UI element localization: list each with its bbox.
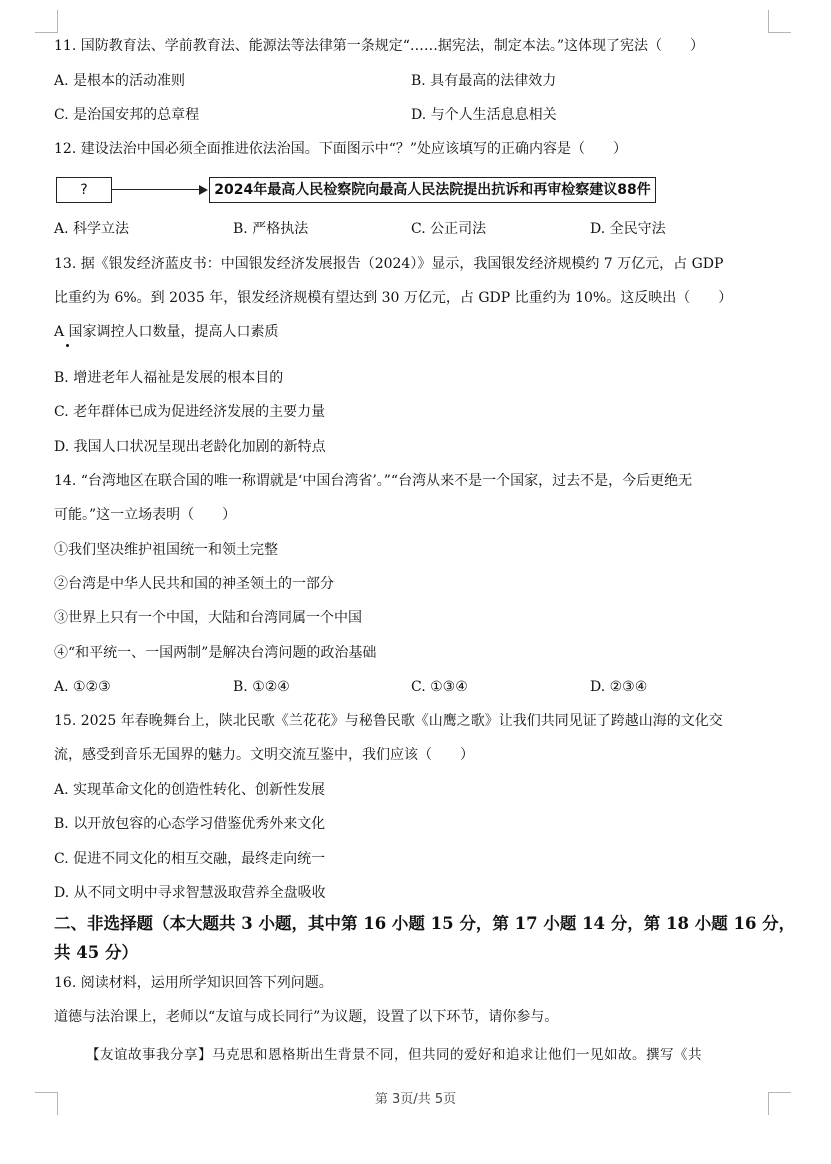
question-12-option-c: C. 公正司法 xyxy=(411,221,487,237)
question-12-option-a: A. 科学立法 xyxy=(54,221,130,237)
crop-mark-top-left xyxy=(35,10,58,33)
question-13-option-a: A 国家调控人口数量，提高人口素质 xyxy=(54,324,279,340)
question-12-option-d: D. 全民守法 xyxy=(590,221,666,237)
question-13-option-b: B. 增进老年人福祉是发展的根本目的 xyxy=(54,370,284,386)
question-11-option-c: C. 是治国安邦的总章程 xyxy=(54,107,200,123)
question-15-option-b: B. 以开放包容的心态学习借鉴优秀外来文化 xyxy=(54,816,326,832)
question-11-stem: 11. 国防教育法、学前教育法、能源法等法律第一条规定“……据宪法，制定本法。”这体现了宪法（ ） xyxy=(54,38,705,54)
question-14-option-c: C. ①③④ xyxy=(411,679,468,695)
question-14-stem-line1: 14. “台湾地区在联合国的唯一称谓就是‘中国台湾省’。”“台湾从来不是一个国家，过去不是，今后更绝无 xyxy=(54,473,693,489)
question-11-option-d: D. 与个人生活息息相关 xyxy=(411,107,557,123)
question-14-statement-1: ①我们坚决维护祖国统一和领土完整 xyxy=(54,542,278,558)
question-12-diagram xyxy=(56,177,656,204)
question-15-stem-line2: 流，感受到音乐无国界的魅力。文明交流互鉴中，我们应该（ ） xyxy=(54,747,474,763)
question-14-statement-2: ②台湾是中华人民共和国的神圣领土的一部分 xyxy=(54,576,334,592)
diagram-fact-box: 2024年最高人民检察院向最高人民法院提出抗诉和再审检察建议88件 xyxy=(209,177,656,203)
question-14-option-d: D. ②③④ xyxy=(590,679,648,695)
section-2-heading-line1: 二、非选择题（本大题共 3 小题，其中第 16 小题 15 分，第 17 小题 14 分，第 18 小题 16 分， xyxy=(54,914,796,933)
question-15-option-a: A. 实现革命文化的创造性转化、创新性发展 xyxy=(54,782,326,798)
question-13-option-c: C. 老年群体已成为促进经济发展的主要力量 xyxy=(54,404,326,420)
question-15-option-c: C. 促进不同文化的相互交融，最终走向统一 xyxy=(54,851,326,867)
question-14-stem-line2: 可能。”这一立场表明（ ） xyxy=(54,507,237,523)
question-16-intro: 道德与法治课上，老师以“友谊与成长同行”为议题，设置了以下环节，请你参与。 xyxy=(54,1009,559,1025)
question-11-option-a: A. 是根本的活动准则 xyxy=(54,73,186,89)
diagram-question-box: ? xyxy=(56,177,112,203)
question-13-option-d: D. 我国人口状况呈现出老龄化加剧的新特点 xyxy=(54,439,326,455)
question-12-stem: 12. 建设法治中国必须全面推进依法治国。下面图示中“？”处应该填写的正确内容是（ ） xyxy=(54,141,628,157)
question-13-stem-line2: 比重约为 6%。到 2035 年，银发经济规模有望达到 30 万亿元，占 GDP 比重约为 10%。这反映出（ ） xyxy=(54,290,733,306)
diagram-arrow-line xyxy=(111,189,201,190)
stray-dot xyxy=(66,344,69,347)
page-number: 第 3页/共 5页 xyxy=(374,1092,457,1107)
question-16-material: 【友谊故事我分享】马克思和恩格斯出生背景不同，但共同的爱好和追求让他们一见如故。撰写《共 xyxy=(86,1047,702,1063)
question-14-statement-4: ④“和平统一、一国两制”是解决台湾问题的政治基础 xyxy=(54,645,377,661)
diagram-arrow-icon xyxy=(199,185,208,195)
question-14-option-a: A. ①②③ xyxy=(54,679,111,695)
question-13-stem-line1: 13. 据《银发经济蓝皮书：中国银发经济发展报告（2024）》显示，我国银发经济规模约 7 万亿元，占 GDP xyxy=(54,256,724,272)
question-16-stem: 16. 阅读材料，运用所学知识回答下列问题。 xyxy=(54,975,333,991)
question-11-option-b: B. 具有最高的法律效力 xyxy=(411,73,557,89)
question-12-option-b: B. 严格执法 xyxy=(233,221,309,237)
question-15-stem-line1: 15. 2025 年春晚舞台上，陕北民歌《兰花花》与秘鲁民歌《山鹰之歌》让我们共同见证了跨越山海的文化交 xyxy=(54,713,723,729)
question-15-option-d: D. 从不同文明中寻求智慧汲取营养全盘吸收 xyxy=(54,885,326,901)
question-14-option-b: B. ①②④ xyxy=(233,679,290,695)
section-2-heading-line2: 共 45 分） xyxy=(54,943,138,962)
question-14-statement-3: ③世界上只有一个中国，大陆和台湾同属一个中国 xyxy=(54,610,362,626)
crop-mark-top-right xyxy=(768,10,791,33)
